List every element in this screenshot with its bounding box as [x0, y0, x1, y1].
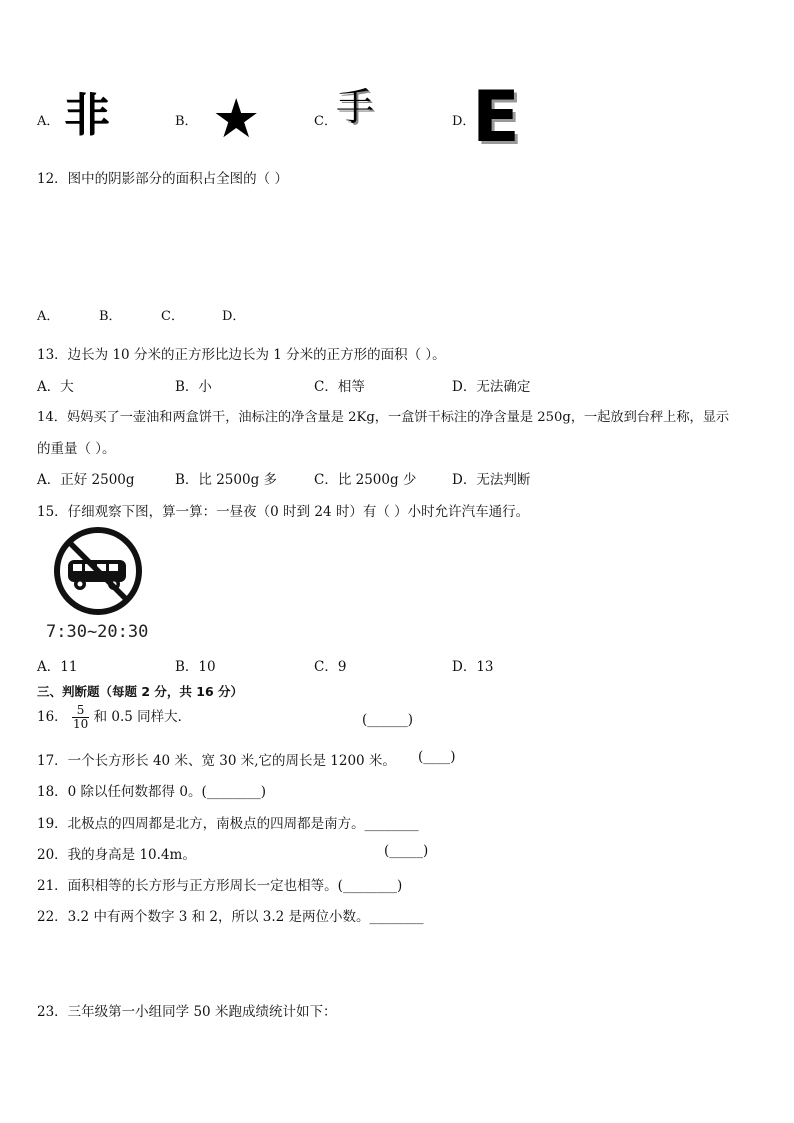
q11-option-d-label: D．: [452, 114, 476, 129]
q12-option-a: A．: [37, 309, 60, 324]
q14-option-c: C．比 2500g 少: [314, 472, 417, 488]
q16-frac-num: 5: [76, 703, 85, 717]
star-icon: ★: [212, 87, 261, 150]
q23-text: 23．三年级第一小组同学 50 米跑成绩统计如下：: [37, 1004, 337, 1020]
q16-fraction: [72, 704, 89, 731]
q11-option-a-glyph: 非: [64, 88, 110, 142]
q14-text-line1: 14．妈妈买了一壶油和两盒饼干，油标注的净含量是 2Kg，一盒饼干标注的净含量是 250g，一起放到台秤上称，显示: [37, 410, 730, 425]
q11-option-d-glyph: E: [472, 76, 520, 158]
q15-text: 15．仔细观察下图，算一算：一昼夜（0 时到 24 时）有（ ）小时允许汽车通行。: [37, 504, 530, 520]
q15-option-a: A．11: [37, 659, 78, 675]
q13-option-d: D．无法确定: [452, 379, 531, 395]
q14-option-a: A．正好 2500g: [37, 472, 135, 488]
q12-option-c: C．: [161, 309, 184, 324]
q18-text: 18．0 除以任何数都得 0。(________): [37, 784, 266, 800]
q15-option-c: C．9: [314, 659, 347, 675]
q14-option-b: B．比 2500g 多: [175, 472, 278, 488]
q15-option-d: D．13: [452, 659, 494, 675]
q11-option-c-glyph: 手: [336, 85, 375, 129]
q17-answer: (____): [418, 749, 456, 765]
q20-text: 20．我的身高是 10.4m。: [37, 847, 196, 863]
q13-option-c: C．相等: [314, 379, 365, 395]
q16-row: [37, 704, 191, 731]
q13-text: 13．边长为 10 分米的正方形比边长为 1 分米的正方形的面积（ ）。: [37, 347, 446, 363]
q15-option-b: B．10: [175, 659, 216, 675]
q11-option-b-label: B．: [175, 114, 198, 129]
q22-text: 22．3.2 中有两个数字 3 和 2，所以 3.2 是两位小数。________: [37, 909, 424, 925]
q16-frac-den: 10: [72, 717, 89, 732]
q20-answer: (_____): [384, 843, 429, 859]
q16-text: 和 0.5 同样大．: [93, 709, 192, 726]
q14-option-d: D．无法判断: [452, 472, 531, 488]
q19-text: 19．北极点的四周都是北方，南极点的四周都是南方。________: [37, 816, 419, 832]
section3-title: 三、判断题（每题 2 分，共 16 分）: [37, 684, 244, 699]
q12-option-b: B．: [99, 309, 122, 324]
q11-option-c-label: C．: [314, 114, 337, 129]
q17-text: 17．一个长方形长 40 米、宽 30 米,它的周长是 1200 米。: [37, 753, 396, 769]
q13-option-a: A．大: [37, 379, 74, 395]
q12-text: 12．图中的阴影部分的面积占全图的（ ）: [37, 171, 288, 187]
q21-text: 21．面积相等的长方形与正方形周长一定也相等。(________): [37, 878, 403, 894]
q11-option-a-label: A．: [37, 114, 60, 129]
q16-answer: (______): [362, 712, 414, 728]
sign-time-label: 7:30~20:30: [46, 622, 149, 642]
q13-option-b: B．小: [175, 379, 212, 395]
no-bus-sign-icon: [50, 526, 146, 618]
q14-text-line2: 的重量（ ）。: [37, 441, 116, 457]
q16-number: 16．: [37, 709, 68, 726]
q12-option-d: D．: [222, 309, 246, 324]
